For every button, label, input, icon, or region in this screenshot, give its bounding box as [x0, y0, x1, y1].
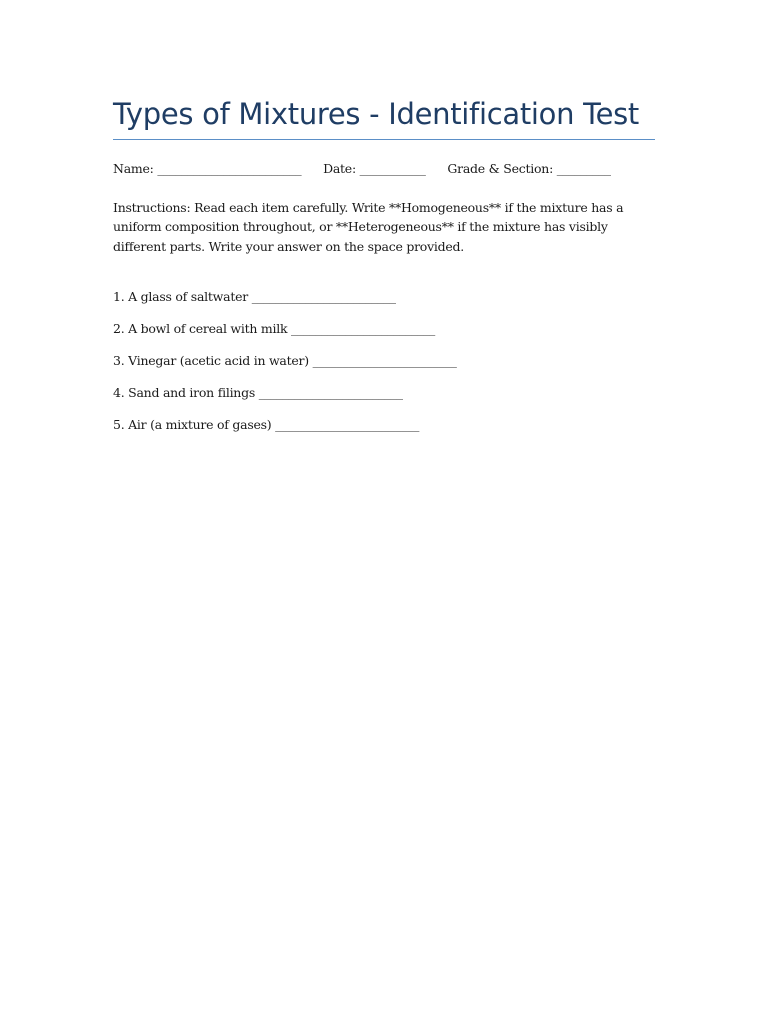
instructions-paragraph: Instructions: Read each item carefully. Write **Homogeneous** if the mixture has a uniform composition throughout, or **Heterogeneous** if the mixture has visibly different parts. Write your answer on the space provided. — [113, 200, 624, 254]
question-list — [113, 287, 457, 447]
question-item-5: 5. Air (a mixture of gases) ________________________ — [113, 417, 420, 432]
name-field: Name: ________________________ — [113, 161, 302, 176]
student-info-line — [113, 159, 611, 178]
question-item-1: 1. A glass of saltwater ________________________ — [113, 289, 396, 304]
date-field: Date: ___________ — [323, 161, 426, 176]
title-underline — [113, 139, 655, 140]
page-title: Types of Mixtures - Identification Test — [113, 97, 640, 131]
question-item-4: 4. Sand and iron filings ________________________ — [113, 385, 403, 400]
question-item-2: 2. A bowl of cereal with milk ________________________ — [113, 321, 436, 336]
grade-section-field: Grade & Section: _________ — [447, 161, 611, 176]
question-item-3: 3. Vinegar (acetic acid in water) ________________________ — [113, 353, 457, 368]
